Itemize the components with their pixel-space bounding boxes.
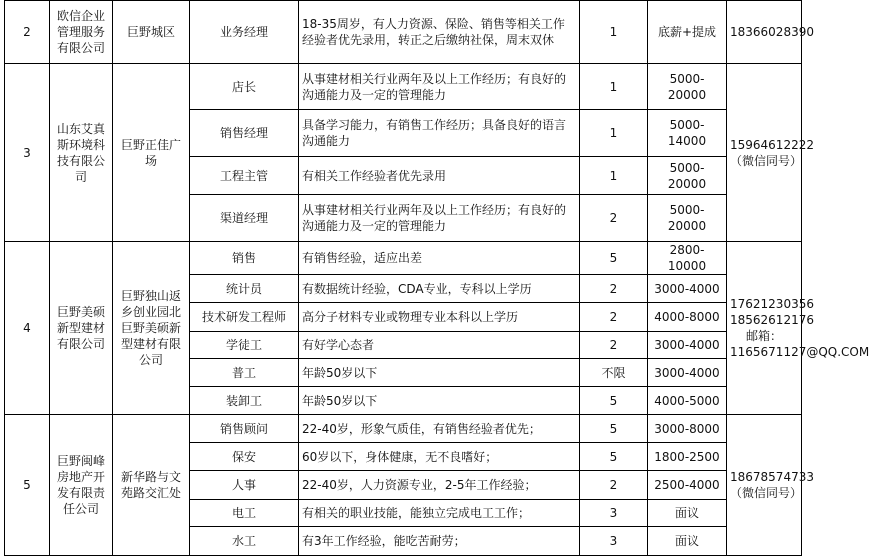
position-count: 3 xyxy=(580,527,648,556)
position-title: 技术研发工程师 xyxy=(190,303,299,332)
position-count: 1 xyxy=(580,64,648,110)
position-title: 电工 xyxy=(190,500,299,527)
position-count: 5 xyxy=(580,415,648,443)
position-count: 2 xyxy=(580,303,648,332)
position-title: 人事 xyxy=(190,471,299,500)
position-salary: 3000-4000 xyxy=(648,359,727,387)
contact-info: 17621230356 18562612176 邮箱：1165671127@QQ.COM xyxy=(727,242,802,415)
position-salary: 3000-8000 xyxy=(648,415,727,443)
position-requirement: 22-40岁，人力资源专业，2-5年工作经验； xyxy=(299,471,580,500)
company-name: 山东艾真斯环境科技有限公司 xyxy=(50,64,113,242)
row-number: 2 xyxy=(5,1,50,64)
row-number: 5 xyxy=(5,415,50,556)
position-requirement: 从事建材相关行业两年及以上工作经历；有良好的沟通能力及一定的管理能力 xyxy=(299,64,580,110)
position-salary: 1800-2500 xyxy=(648,443,727,471)
work-address: 新华路与文苑路交汇处 xyxy=(113,415,190,556)
position-salary: 面议 xyxy=(648,500,727,527)
position-requirement: 具备学习能力，有销售工作经历；具备良好的语言沟通能力 xyxy=(299,110,580,157)
position-count: 5 xyxy=(580,242,648,275)
recruitment-table xyxy=(4,0,869,556)
position-requirement: 有好学心态者 xyxy=(299,332,580,359)
contact-info: 15964612222（微信同号） xyxy=(727,64,802,242)
position-requirement: 22-40岁，形象气质佳，有销售经验者优先； xyxy=(299,415,580,443)
position-salary: 5000-14000 xyxy=(648,110,727,157)
position-salary: 5000-20000 xyxy=(648,64,727,110)
table-row xyxy=(5,1,802,64)
position-salary: 4000-8000 xyxy=(648,303,727,332)
position-count: 不限 xyxy=(580,359,648,387)
position-requirement: 有3年工作经验，能吃苦耐劳； xyxy=(299,527,580,556)
position-salary: 5000-20000 xyxy=(648,157,727,195)
position-title: 水工 xyxy=(190,527,299,556)
position-requirement: 有销售经验，适应出差 xyxy=(299,242,580,275)
position-salary: 3000-4000 xyxy=(648,332,727,359)
position-requirement: 18-35周岁，有人力资源、保险、销售等相关工作经验者优先录用，转正之后缴纳社保，周末双休 xyxy=(299,1,580,64)
position-salary: 面议 xyxy=(648,527,727,556)
position-requirement: 有数据统计经验，CDA专业，专科以上学历 xyxy=(299,275,580,303)
position-salary: 3000-4000 xyxy=(648,275,727,303)
position-title: 普工 xyxy=(190,359,299,387)
position-count: 2 xyxy=(580,275,648,303)
position-title: 销售经理 xyxy=(190,110,299,157)
table-row xyxy=(5,242,802,275)
position-title: 业务经理 xyxy=(190,1,299,64)
position-title: 装卸工 xyxy=(190,387,299,415)
table-row xyxy=(5,415,802,443)
position-title: 统计员 xyxy=(190,275,299,303)
position-title: 学徒工 xyxy=(190,332,299,359)
position-salary: 4000-5000 xyxy=(648,387,727,415)
company-name: 巨野闽峰房地产开发有限责任公司 xyxy=(50,415,113,556)
position-count: 1 xyxy=(580,110,648,157)
position-title: 渠道经理 xyxy=(190,195,299,242)
company-name: 欧信企业管理服务有限公司 xyxy=(50,1,113,64)
position-requirement: 年龄50岁以下 xyxy=(299,387,580,415)
position-count: 2 xyxy=(580,471,648,500)
row-number: 4 xyxy=(5,242,50,415)
position-requirement: 从事建材相关行业两年及以上工作经历；有良好的沟通能力及一定的管理能力 xyxy=(299,195,580,242)
work-address: 巨野城区 xyxy=(113,1,190,64)
position-title: 保安 xyxy=(190,443,299,471)
position-count: 2 xyxy=(580,195,648,242)
position-count: 3 xyxy=(580,500,648,527)
position-title: 销售 xyxy=(190,242,299,275)
company-name: 巨野美硕新型建材有限公司 xyxy=(50,242,113,415)
position-title: 店长 xyxy=(190,64,299,110)
position-salary: 2800-10000 xyxy=(648,242,727,275)
contact-info: 18678574733（微信同号） xyxy=(727,415,802,556)
contact-info: 18366028390 xyxy=(727,1,802,64)
position-requirement: 高分子材料专业或物理专业本科以上学历 xyxy=(299,303,580,332)
row-number: 3 xyxy=(5,64,50,242)
position-salary: 2500-4000 xyxy=(648,471,727,500)
position-requirement: 有相关的职业技能，能独立完成电工工作； xyxy=(299,500,580,527)
position-count: 5 xyxy=(580,387,648,415)
work-address: 巨野独山返乡创业园北巨野美硕新型建材有限公司 xyxy=(113,242,190,415)
position-count: 1 xyxy=(580,1,648,64)
position-count: 5 xyxy=(580,443,648,471)
position-salary: 5000-20000 xyxy=(648,195,727,242)
table-row xyxy=(5,64,802,110)
position-count: 2 xyxy=(580,332,648,359)
position-salary: 底薪+提成 xyxy=(648,1,727,64)
position-title: 销售顾问 xyxy=(190,415,299,443)
position-title: 工程主管 xyxy=(190,157,299,195)
position-requirement: 有相关工作经验者优先录用 xyxy=(299,157,580,195)
position-count: 1 xyxy=(580,157,648,195)
work-address: 巨野正佳广场 xyxy=(113,64,190,242)
position-requirement: 年龄50岁以下 xyxy=(299,359,580,387)
position-requirement: 60岁以下，身体健康，无不良嗜好； xyxy=(299,443,580,471)
